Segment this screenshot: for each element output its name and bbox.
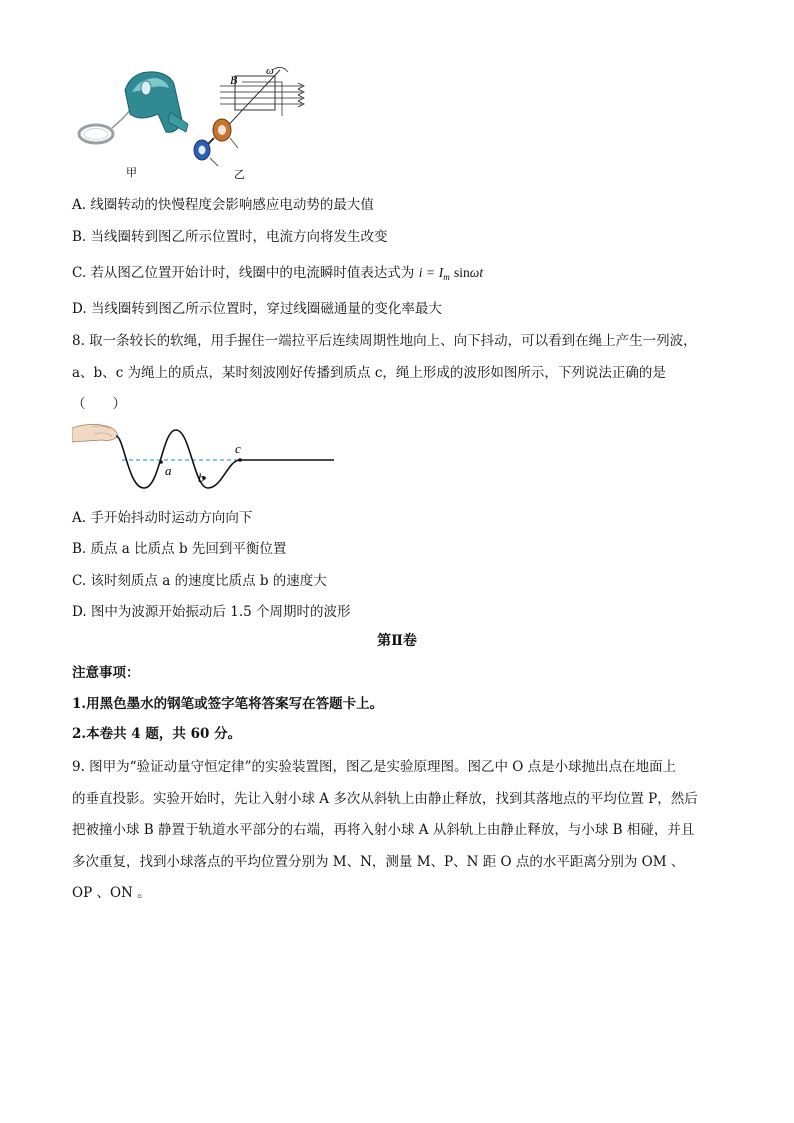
q7-option-a bbox=[72, 193, 374, 213]
q8-option-d bbox=[72, 600, 351, 620]
q9-line4: 多次重复，找到小球落点的平均位置分别为 M、N，测量 M、P、N 距 O 点的水平距离分别为 OM 、 bbox=[72, 854, 685, 870]
notice-item-2: 2.本卷共 4 题，共 60 分。 bbox=[72, 726, 242, 742]
option-text: 手开始抖动时运动方向向下 bbox=[90, 510, 253, 526]
section-title: 第Ⅱ卷 bbox=[377, 633, 417, 649]
label-jia: 甲 bbox=[126, 166, 137, 179]
option-text: 质点 a 比质点 b 先回到平衡位置 bbox=[90, 541, 287, 557]
q9-line1: 9. 图甲为“验证动量守恒定律”的实验装置图，图乙是实验原理图。图乙中 O 点是小球抛出点在地面上 bbox=[72, 759, 677, 775]
option-text: 若从图乙位置开始计时，线圈中的电流瞬时值表达式为 bbox=[90, 265, 415, 281]
math-I: I bbox=[438, 265, 444, 280]
math-sub-m: m bbox=[443, 272, 450, 282]
label-b: b bbox=[198, 470, 205, 485]
wave-figure bbox=[72, 418, 342, 493]
q8-stem-line2: a、b、c 为绳上的质点，某时刻波刚好传播到质点 c，绳上形成的波形如图所示，下列说法正确的是 bbox=[72, 365, 666, 381]
q8-stem-line1: 8. 取一条较长的软绳，用手握住一端拉平后连续周期性地向上、向下抖动，可以看到在绳上产生一列波， bbox=[72, 333, 697, 349]
option-text: 该时刻质点 a 的速度比质点 b 的速度大 bbox=[90, 573, 327, 589]
option-letter: A. bbox=[72, 197, 87, 213]
option-letter: C. bbox=[72, 265, 87, 281]
option-letter: B. bbox=[72, 229, 87, 245]
math-eq: = bbox=[426, 265, 435, 280]
q9-line5: OP 、ON 。 bbox=[72, 885, 151, 901]
q9-line3: 把被撞小球 B 静置于轨道水平部分的右端，再将入射小球 A 从斜轨上由静止释放，与小球 B 相碰，并且 bbox=[72, 822, 695, 838]
generator-figure bbox=[70, 62, 310, 182]
hand-image bbox=[72, 424, 118, 442]
math-omega-t: ωt bbox=[469, 265, 484, 280]
label-c: c bbox=[235, 441, 241, 456]
q9-line2: 的垂直投影。实验开始时，先让入射小球 A 多次从斜轨上由静止释放，找到其落地点的平均位置 P，然后 bbox=[72, 791, 698, 807]
q8-option-b bbox=[72, 537, 286, 557]
point-a bbox=[159, 460, 163, 464]
option-text: 线圈转动的快慢程度会影响感应电动势的最大值 bbox=[90, 197, 374, 213]
option-text: 图中为波源开始振动后 1.5 个周期时的波形 bbox=[90, 604, 351, 620]
wave-curve bbox=[116, 430, 334, 488]
hand-generator-image bbox=[79, 72, 188, 143]
coil-schematic bbox=[194, 67, 304, 166]
q7-option-d bbox=[72, 297, 442, 317]
option-letter: B. bbox=[72, 541, 87, 557]
option-text: 当线圈转到图乙所示位置时，电流方向将发生改变 bbox=[90, 229, 388, 245]
notice-title: 注意事项： bbox=[72, 665, 140, 681]
option-letter: C. bbox=[72, 573, 87, 589]
math-sin: sin bbox=[454, 265, 470, 280]
option-text: 当线圈转到图乙所示位置时，穿过线圈磁通量的变化率最大 bbox=[90, 301, 442, 317]
label-B: B bbox=[230, 73, 238, 87]
math-i: i bbox=[418, 265, 423, 280]
q8-option-a bbox=[72, 506, 252, 526]
label-a: a bbox=[165, 463, 172, 478]
label-yi: 乙 bbox=[234, 168, 245, 181]
label-omega: ω bbox=[266, 65, 274, 77]
option-letter: D. bbox=[72, 301, 87, 317]
notice-item-1: 1.用黑色墨水的钢笔或签字笔将答案写在答题卡上。 bbox=[72, 696, 384, 712]
q8-option-c bbox=[72, 569, 327, 589]
option-letter: D. bbox=[72, 604, 87, 620]
q8-stem-line3: （ ） bbox=[72, 396, 126, 412]
point-c bbox=[238, 458, 242, 462]
option-letter: A. bbox=[72, 510, 87, 526]
q7-option-b bbox=[72, 225, 388, 245]
q7-option-c bbox=[72, 261, 483, 282]
